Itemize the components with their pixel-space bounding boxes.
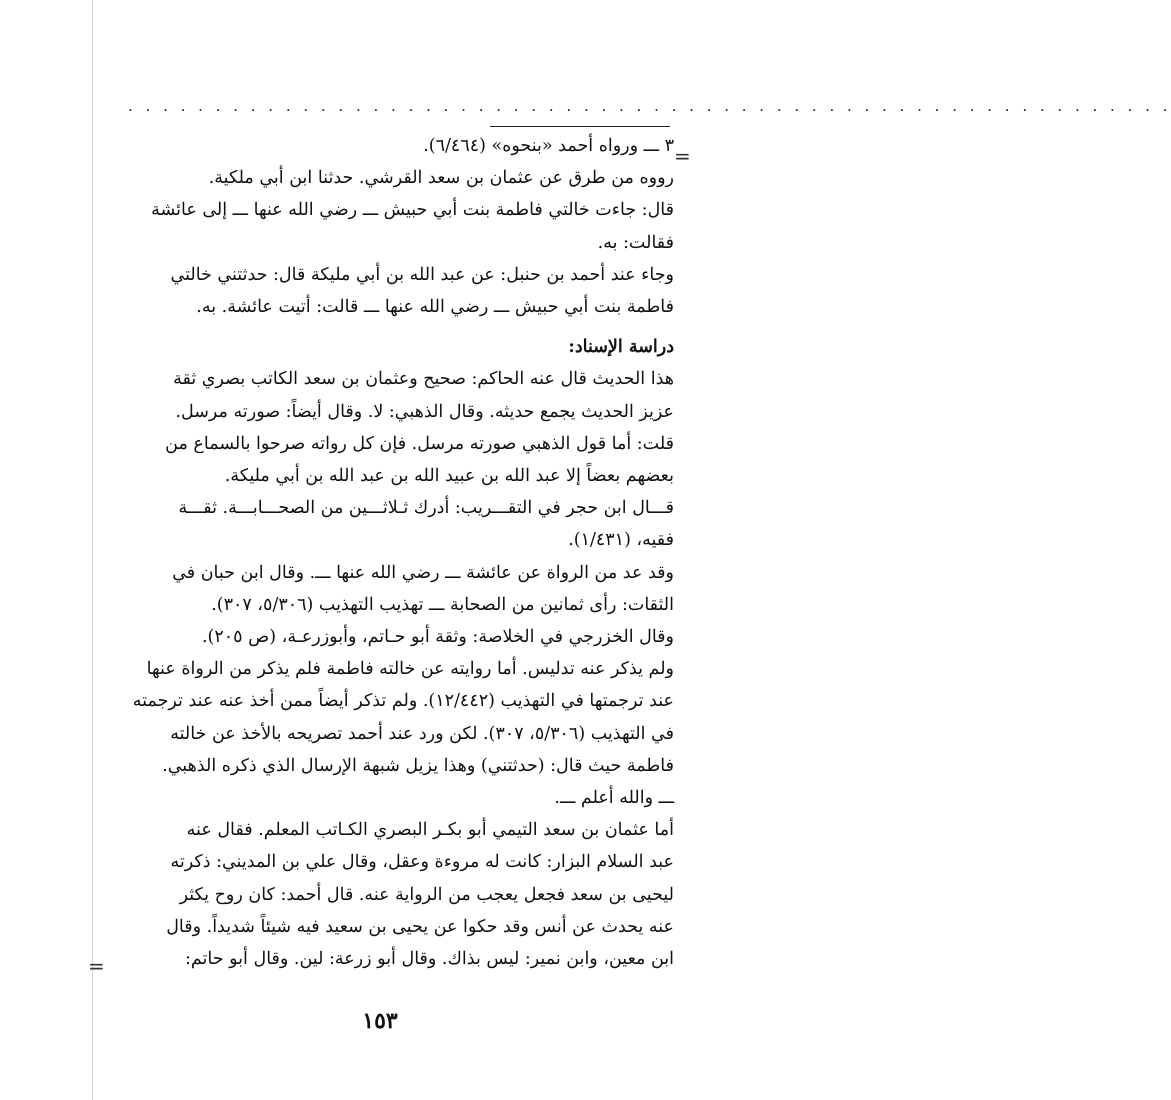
study-paragraph-3 — [108, 814, 674, 975]
header-dotted-rule: . . . . . . . . . . . . . . . . . . . . . . . . . . . . . . . . . . . . . . . . . . . . . . . . . . . . . . . . . . . . — [128, 97, 1171, 115]
text-line: قـــال ابن حجر في التقـــريب: أدرك ثـلاثـــين من الصحـــابـــة. ثقـــة — [178, 498, 674, 519]
text-line: وقال الخزرجي في الخلاصة: وثقة أبو حـاتم، وأبوزرعـة، (ص ٢٠٥). — [201, 627, 674, 648]
text-line: الثقات: رأى ثمانين من الصحابة ـــ تهذيب التهذيب (٥/٣٠٦، ٣٠٧). — [211, 594, 674, 615]
text-line: ابن معين، وابن نمير: ليس بذاك. وقال أبو زرعة: لين. وقال أبو حاتم: — [185, 949, 674, 970]
footnote-line: فاطمة بنت أبي حبيش ـــ رضي الله عنها ـــ قالت: أتيت عائشة. به. — [196, 297, 674, 318]
footnote-separator-rule — [490, 126, 670, 127]
margin-rule — [92, 0, 93, 1100]
text-line: وقد عد من الرواة عن عائشة ـــ رضي الله عنها ـــ. وقال ابن حبان في — [172, 562, 674, 583]
study-paragraph-1 — [108, 363, 674, 556]
text-line: ولم يذكر عنه تدليس. أما روايته عن خالته فاطمة فلم يذكر من الرواة عنها — [146, 659, 674, 680]
section-heading: دراسة الإسناد: — [568, 337, 674, 358]
text-line: عزيز الحديث يجمع حديثه. وقال الذهبي: لا. وقال أيضاً: صورته مرسل. — [175, 401, 674, 422]
text-line: عبد السلام البزار: كانت له مروءة وعقل، وقال علي بن المديني: ذكرته — [170, 852, 674, 873]
footnote-line: قال: جاءت خالتي فاطمة بنت أبي حبيش ـــ رضي الله عنها ـــ إلى عائشة — [151, 200, 674, 221]
text-line: قلت: أما قول الذهبي صورته مرسل. فإن كل رواته صرحوا بالسماع من — [165, 433, 674, 454]
text-line: في التهذيب (٥/٣٠٦، ٣٠٧). لكن ورد عند أحمد تصريحه بالأخذ عن خالته — [170, 723, 674, 744]
text-line: ليحيى بن سعد فجعل يعجب من الرواية عنه. قال أحمد: كان روح يكثر — [179, 884, 674, 905]
text-line: فقيه، (١/٤٣١). — [568, 530, 674, 551]
page-body — [108, 130, 674, 975]
footnote-line: رووه من طرق عن عثمان بن سعد القرشي. حدثنا ابن أبي ملكية. — [208, 168, 674, 189]
study-paragraph-2 — [108, 557, 674, 815]
text-line: بعضهم بعضاً إلا عبد الله بن عبيد الله بن عبد الله بن أبي مليكة. — [224, 466, 674, 487]
text-line: ـــ والله أعلم ـــ. — [554, 788, 674, 809]
continuation-mark-top: = — [674, 144, 691, 168]
text-line: أما عثمان بن سعد التيمي أبو بكـر البصري الكـاتب المعلم. فقال عنه — [186, 820, 674, 841]
footnote-block — [108, 130, 674, 323]
text-line: عند ترجمتها في التهذيب (١٢/٤٤٢). ولم تذكر أيضاً ممن أخذ عنه عند ترجمته — [132, 691, 674, 712]
text-line: فاطمة حيث قال: (حدثتني) وهذا يزيل شبهة الإرسال الذي ذكره الذهبي. — [162, 755, 674, 776]
footnote-line: فقالت: به. — [597, 232, 674, 253]
continuation-mark-bottom: = — [88, 954, 105, 978]
text-line: هذا الحديث قال عنه الحاكم: صحيح وعثمان بن سعد الكاتب بصري ثقة — [173, 369, 674, 390]
page-number: ١٥٣ — [362, 1008, 398, 1034]
text-line: عنه يحدث عن أنس وقد حكوا عن يحيى بن سعيد فيه شيئاً شديداً. وقال — [166, 916, 674, 937]
footnote-line: وجاء عند أحمد بن حنبل: عن عبد الله بن أبي مليكة قال: حدثتني خالتي — [170, 264, 674, 285]
footnote-line: ٣ ـــ ورواه أحمد «بنحوه» (٦/٤٦٤). — [423, 136, 674, 156]
